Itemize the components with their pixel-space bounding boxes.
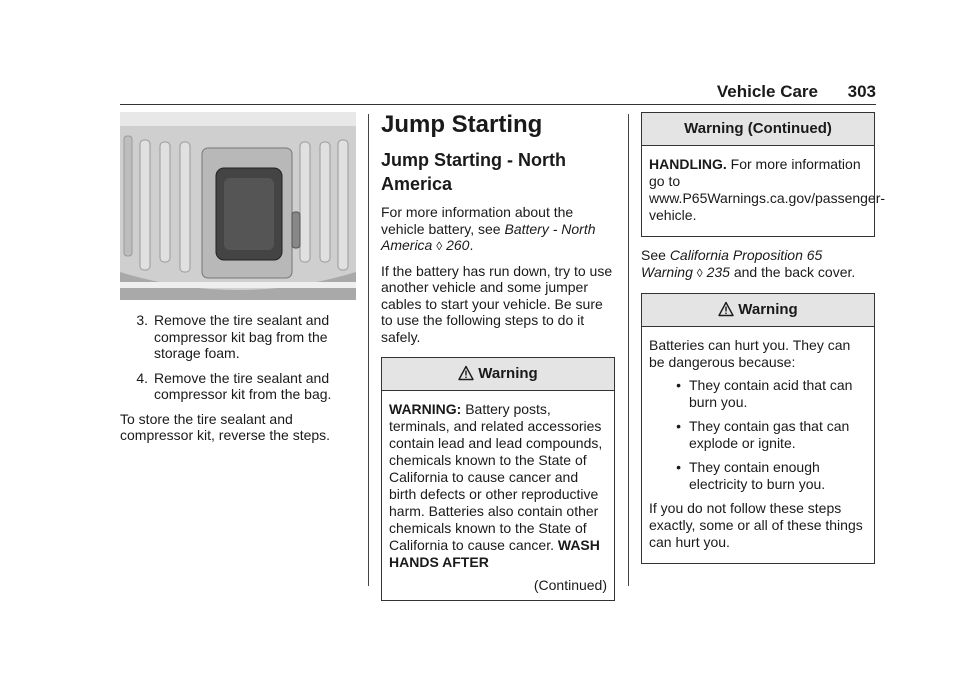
jump-starting-heading: Jump Starting [381,111,543,138]
step-number: 4. [136,369,148,386]
prop65-reference-paragraph [641,247,875,281]
warning-title: Warning [478,365,538,382]
bullet-item [649,418,867,452]
bullet-icon: • [676,459,681,475]
warning-lead: HANDLING. [649,156,727,172]
page-reference-icon: ◊ [436,239,443,253]
page-reference[interactable]: 235 [706,263,730,280]
column-2 [381,112,615,611]
warning-bold-end: WASH HANDS AFTER [389,537,600,570]
paragraph-text: . [469,237,474,253]
page-reference[interactable]: 260 [446,237,470,253]
section-title: Vehicle Care [716,82,818,101]
warning-text: For more information go to www.P65Warnings.ca.gov/passenger-vehicle. [649,156,886,223]
battery-link[interactable]: Battery - North America [381,220,596,253]
paragraph-text: For more information about the vehicle battery, see [381,204,574,237]
continued-label: (Continued) [533,577,607,593]
lead-warning-box [381,357,615,601]
warning-title: Warning [738,301,798,318]
column-divider-1 [368,114,369,586]
column-1 [120,112,356,452]
warning-body [382,391,614,600]
warning-header [642,294,874,327]
warning-intro: Batteries can hurt you. They can be dangerous because: [649,337,851,370]
warning-lead: WARNING: [389,401,462,417]
warning-icon [458,365,474,381]
run-down-paragraph: If the battery has run down, try to use another vehicle and some jumper cables to start your vehicle. Be sure to use the following steps to do it safely. [381,262,613,345]
step-text: Remove the tire sealant and compressor kit from the bag. [154,369,332,402]
running-header [120,82,876,104]
bullet-text: They contain acid that can burn you. [689,377,853,410]
bullet-item [649,459,867,493]
step-text: Remove the tire sealant and compressor kit bag from the storage foam. [154,312,330,361]
continued-warning-box [641,112,886,237]
step-number: 3. [136,312,148,328]
bullet-icon: • [676,418,681,434]
battery-reference-paragraph [381,204,615,255]
warning-header [382,358,614,391]
step-3 [120,312,356,362]
bullet-item [649,377,867,411]
warning-text: Battery posts, terminals, and related accessories contain lead and lead compounds, chemicals known to the State of California to cause cancer and birth defects or other reproductive harm. Batteries also contain other chemicals known to the State of California to cause cancer. [389,401,603,553]
warning-header: Warning (Continued) [642,113,874,146]
warning-icon [718,301,734,317]
warning-body [642,146,886,236]
page-number: 303 [847,82,876,101]
bullet-icon: • [676,377,681,393]
paragraph-text: See [641,247,670,263]
step-4 [120,370,356,403]
column-3 [641,112,886,574]
column-divider-2 [628,114,629,586]
page-reference-icon: ◊ [696,265,703,280]
bullet-text: They contain enough electricity to burn you. [689,459,826,492]
north-america-heading: Jump Starting - North America [381,150,566,194]
paragraph-text: and the back cover. [729,263,856,280]
header-rule [120,104,876,105]
warning-outro: If you do not follow these steps exactly, some or all of these things can hurt you. [649,500,863,550]
kit-storage-figure [120,112,356,300]
prop65-link[interactable]: California Proposition 65 Warning [641,247,823,280]
bullet-text: They contain gas that can explode or ignite. [689,418,850,451]
storage-paragraph: To store the tire sealant and compressor kit, reverse the steps. [120,410,331,443]
warning-body [642,327,874,563]
battery-warning-box [641,293,875,564]
